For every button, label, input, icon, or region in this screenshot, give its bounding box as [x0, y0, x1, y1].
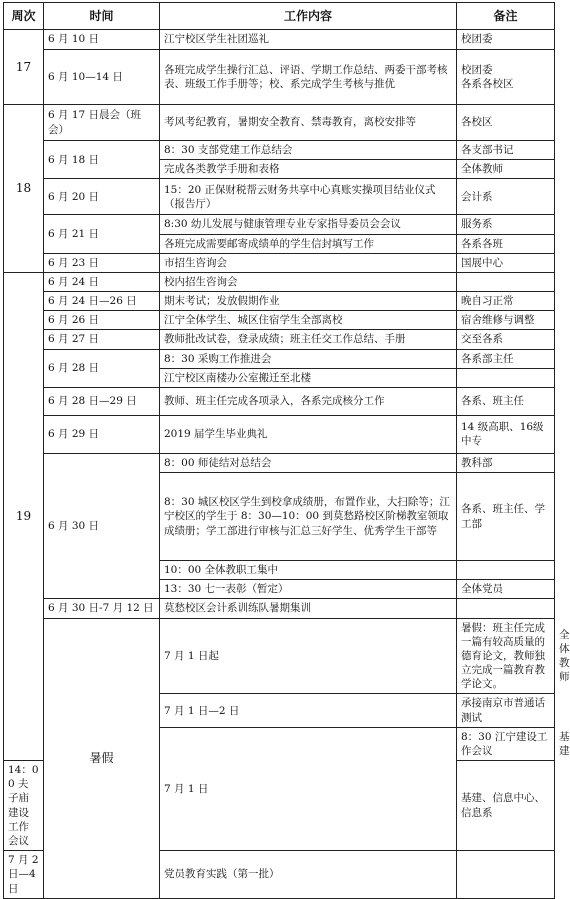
note-cell: 各系、班主任、学工部 — [457, 473, 555, 561]
week-cell: 暑假 — [44, 618, 160, 898]
task-cell: 校内招生咨询会 — [160, 272, 457, 291]
time-cell: 6 月 18 日 — [44, 141, 160, 179]
table-row — [4, 253, 555, 272]
task-cell: 江宁校区南楼办公室搬迁至北楼 — [160, 368, 457, 387]
table-row — [4, 272, 555, 291]
note-cell: 国展中心 — [457, 253, 555, 272]
time-cell: 6 月 30 日 — [44, 453, 160, 599]
week-cell: 17 — [4, 30, 44, 105]
note-cell: 各系、班主任 — [457, 387, 555, 415]
task-cell: 15：20 正保财税帮云财务共享中心真账实操项目结业仪式（报告厅） — [160, 179, 457, 215]
table-row — [4, 50, 555, 105]
task-cell: 2019 届学生毕业典礼 — [160, 415, 457, 453]
table-row — [4, 141, 555, 160]
table-row — [4, 330, 555, 349]
note-cell: 各校区 — [457, 105, 555, 141]
time-cell: 7 月 1 日起 — [160, 618, 457, 694]
table-row — [4, 292, 555, 311]
task-cell: 8：30 支部党建工作总结会 — [160, 141, 457, 160]
time-cell: 6 月 17 日晨会（班会） — [44, 105, 160, 141]
table-row — [4, 599, 555, 618]
time-cell: 6 月 27 日 — [44, 330, 160, 349]
note-cell: 晚自习正常 — [457, 292, 555, 311]
time-cell: 6 月 10 日 — [44, 30, 160, 50]
table-row — [4, 30, 555, 50]
header-note: 备注 — [457, 3, 555, 30]
time-cell: 6 月 29 日 — [44, 415, 160, 453]
task-cell: 暑假：班主任完成一篇有较高质量的德育论文，教师独立完成一篇教育教学论文。 — [457, 618, 555, 694]
schedule-table — [3, 2, 570, 899]
time-cell: 6 月 10—14 日 — [44, 50, 160, 105]
note-cell: 会计系 — [457, 179, 555, 215]
note-cell: 服务系 — [457, 215, 555, 234]
task-cell: 13：30 七一表彰（暂定） — [160, 580, 457, 599]
time-cell: 6 月 28 日—29 日 — [44, 387, 160, 415]
task-cell: 市招生咨询会 — [160, 253, 457, 272]
time-cell: 6 月 23 日 — [44, 253, 160, 272]
task-cell: 各班完成需要邮寄成绩单的学生信封填写工作 — [160, 234, 457, 253]
note-cell: 全体教师 — [457, 160, 555, 179]
time-cell: 7 月 1 日 — [160, 727, 457, 850]
task-cell: 江宁全体学生、城区住宿学生全部离校 — [160, 311, 457, 330]
week-cell: 18 — [4, 105, 44, 273]
table-row — [4, 311, 555, 330]
task-cell: 10：00 全体教职工集中 — [160, 561, 457, 580]
week-cell: 19 — [4, 272, 44, 760]
note-cell — [457, 368, 555, 387]
task-cell: 江宁校区学生社团巡礼 — [160, 30, 457, 50]
task-cell: 莫愁校区会计系训练队暑期集训 — [160, 599, 457, 618]
note-cell — [457, 561, 555, 580]
header-week: 周次 — [4, 3, 44, 30]
task-cell: 14：00 夫子庙建设工作会议 — [4, 761, 44, 851]
task-cell: 8：00 师徒结对总结会 — [160, 453, 457, 472]
task-cell: 8：30 城区校区学生到校拿成绩册，布置作业，大扫除等；江宁校区的学生于 8：30—10：00 到莫愁路校区阶梯教室领取成绩册；学工部进行审核与汇总三好学生、优秀学生干部等 — [160, 473, 457, 561]
table-row — [4, 453, 555, 472]
time-cell: 6 月 24 日—26 日 — [44, 292, 160, 311]
note-cell: 全体党员 — [457, 580, 555, 599]
note-cell: 教科部 — [457, 453, 555, 472]
time-cell: 6 月 30 日-7 月 12 日 — [44, 599, 160, 618]
task-cell: 承接南京市普通话测试 — [457, 694, 555, 727]
table-row: 7 月 1 日 8：30 江宁建设工作会议 基建 — [4, 727, 555, 760]
time-cell: 7 月 2 日—4 日 — [4, 851, 44, 899]
header-row — [4, 3, 555, 30]
note-cell — [457, 851, 555, 899]
task-cell: 教师批改试卷，登录成绩；班主任交工作总结、手册 — [160, 330, 457, 349]
note-cell — [457, 599, 555, 618]
task-cell: 期末考试；发放假期作业 — [160, 292, 457, 311]
note-cell: 各系各班 — [457, 234, 555, 253]
note-cell: 14 级高职、16级中专 — [457, 415, 555, 453]
header-task: 工作内容 — [160, 3, 457, 30]
table-row — [4, 387, 555, 415]
task-cell: 各班完成学生操行汇总、评语、学期工作总结、两委干部考核表、班级工作手册等；校、系完成学生考核与推优 — [160, 50, 457, 105]
task-cell: 党员教育实践（第一批） — [160, 851, 457, 899]
table-row — [4, 349, 555, 368]
header-time: 时间 — [44, 3, 160, 30]
table-row — [4, 105, 555, 141]
note-cell: 各支部书记 — [457, 141, 555, 160]
table-row — [4, 179, 555, 215]
note-cell: 校团委 各系各校区 — [457, 50, 555, 105]
task-cell: 8：30 采购工作推进会 — [160, 349, 457, 368]
note-cell: 各系部主任 — [457, 349, 555, 368]
time-cell: 6 月 26 日 — [44, 311, 160, 330]
note-cell: 交至各系 — [457, 330, 555, 349]
task-cell: 教师、班主任完成各项录入，各系完成核分工作 — [160, 387, 457, 415]
note-cell: 校团委 — [457, 30, 555, 50]
time-cell: 6 月 20 日 — [44, 179, 160, 215]
task-cell: 8:30 幼儿发展与健康管理专业专家指导委员会会议 — [160, 215, 457, 234]
task-cell: 考风考纪教育，暑期安全教育、禁毒教育，离校安排等 — [160, 105, 457, 141]
note-cell: 宿舍维修与调整 — [457, 311, 555, 330]
note-cell — [457, 272, 555, 291]
task-cell: 8：30 江宁建设工作会议 — [457, 727, 555, 760]
note-cell: 基建、信息中心、信息系 — [457, 761, 555, 851]
time-cell: 6 月 21 日 — [44, 215, 160, 253]
table-row — [4, 215, 555, 234]
table-row — [4, 415, 555, 453]
time-cell: 6 月 24 日 — [44, 272, 160, 291]
task-cell: 完成各类教学手册和表格 — [160, 160, 457, 179]
time-cell: 6 月 28 日 — [44, 349, 160, 387]
time-cell: 7 月 1 日—2 日 — [160, 694, 457, 727]
table-row: 暑假 7 月 1 日起 暑假：班主任完成一篇有较高质量的德育论文，教师独立完成一篇教育教学论文。 全体教师 — [4, 618, 555, 694]
